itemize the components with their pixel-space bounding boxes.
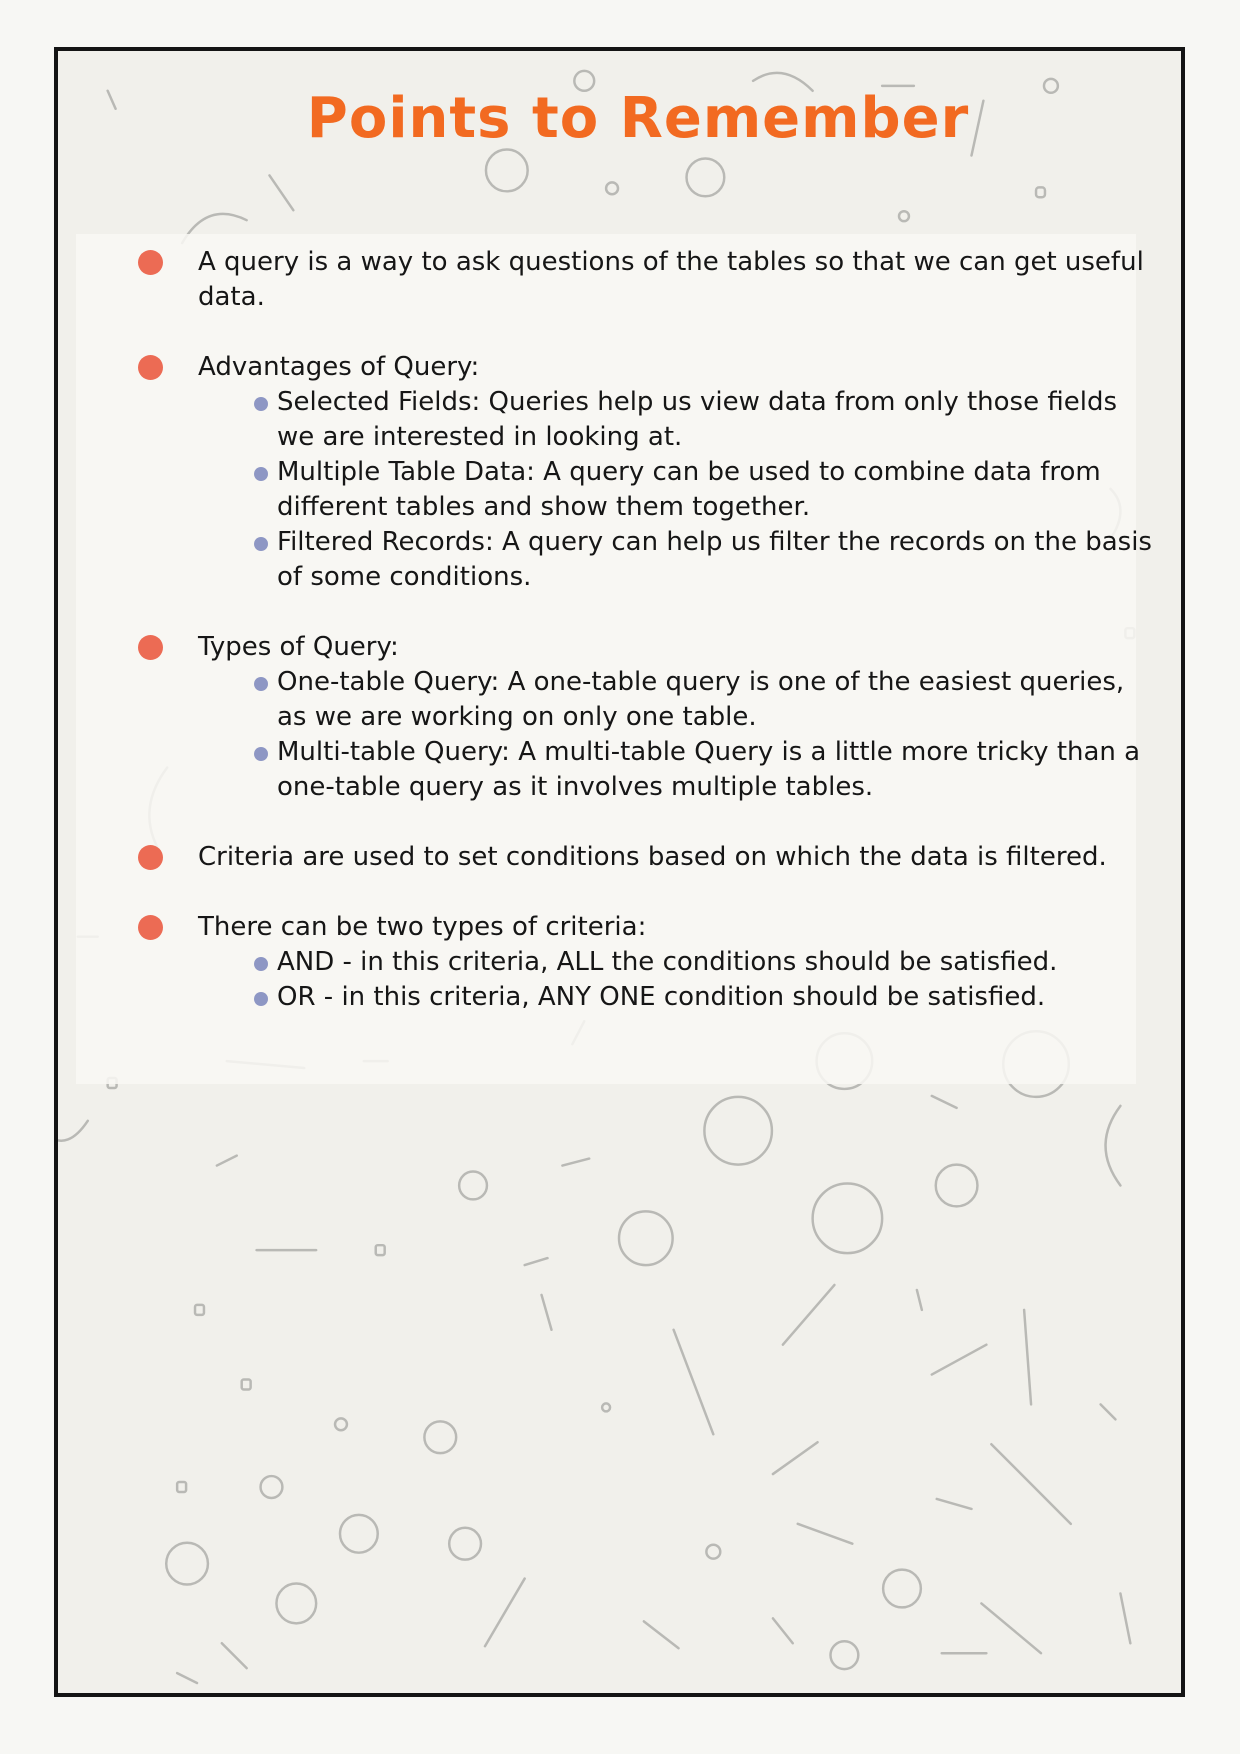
sub-bullet-icon [254, 957, 268, 971]
list-item [98, 245, 1158, 315]
sub-bullet-icon [254, 537, 268, 551]
sub-item-text: Multi-table Query: A multi-table Query is a little more tricky than a one-table query as it involves multiple tables. [277, 737, 1141, 802]
sub-list [198, 945, 1158, 1015]
sub-item-text: Filtered Records: A query can help us filter the records on the basis of some conditions. [277, 527, 1152, 592]
bullet-icon [138, 250, 163, 275]
list-item [98, 630, 1158, 805]
sub-item-text: AND - in this criteria, ALL the conditions should be satisfied. [277, 947, 1058, 977]
sub-item-text: Multiple Table Data: A query can be used to combine data from different tables and show them together. [277, 457, 1101, 522]
sub-list-item [198, 385, 1158, 455]
page-frame [54, 47, 1185, 1697]
sub-bullet-icon [254, 677, 268, 691]
sub-bullet-icon [254, 397, 268, 411]
points-list [98, 245, 1158, 1050]
sub-list-item [198, 980, 1158, 1015]
point-text: Types of Query: [198, 632, 399, 662]
sub-list-item [198, 945, 1158, 980]
sub-list-item [198, 665, 1158, 735]
sub-bullet-icon [254, 467, 268, 481]
bullet-icon [138, 355, 163, 380]
sub-list [198, 385, 1158, 595]
sub-item-text: Selected Fields: Queries help us view data from only those fields we are interested in looking at. [277, 387, 1117, 452]
list-item [98, 350, 1158, 595]
bullet-icon [138, 845, 163, 870]
sub-bullet-icon [254, 992, 268, 1006]
bullet-icon [138, 635, 163, 660]
sub-list-item [198, 735, 1158, 805]
list-item [98, 840, 1158, 875]
point-text: Advantages of Query: [198, 352, 480, 382]
sub-item-text: OR - in this criteria, ANY ONE condition should be satisfied. [277, 982, 1046, 1012]
point-text: Criteria are used to set conditions based on which the data is filtered. [198, 842, 1107, 872]
sub-list [198, 665, 1158, 805]
sub-list-item [198, 455, 1158, 525]
point-text: There can be two types of criteria: [198, 912, 647, 942]
list-item [98, 910, 1158, 1015]
sub-item-text: One-table Query: A one-table query is one of the easiest queries, as we are working on only one table. [277, 667, 1125, 732]
sub-bullet-icon [254, 747, 268, 761]
sub-list-item [198, 525, 1158, 595]
bullet-icon [138, 915, 163, 940]
point-text: A query is a way to ask questions of the tables so that we can get useful data. [198, 247, 1144, 312]
page-title: Points to Remember [306, 86, 970, 151]
